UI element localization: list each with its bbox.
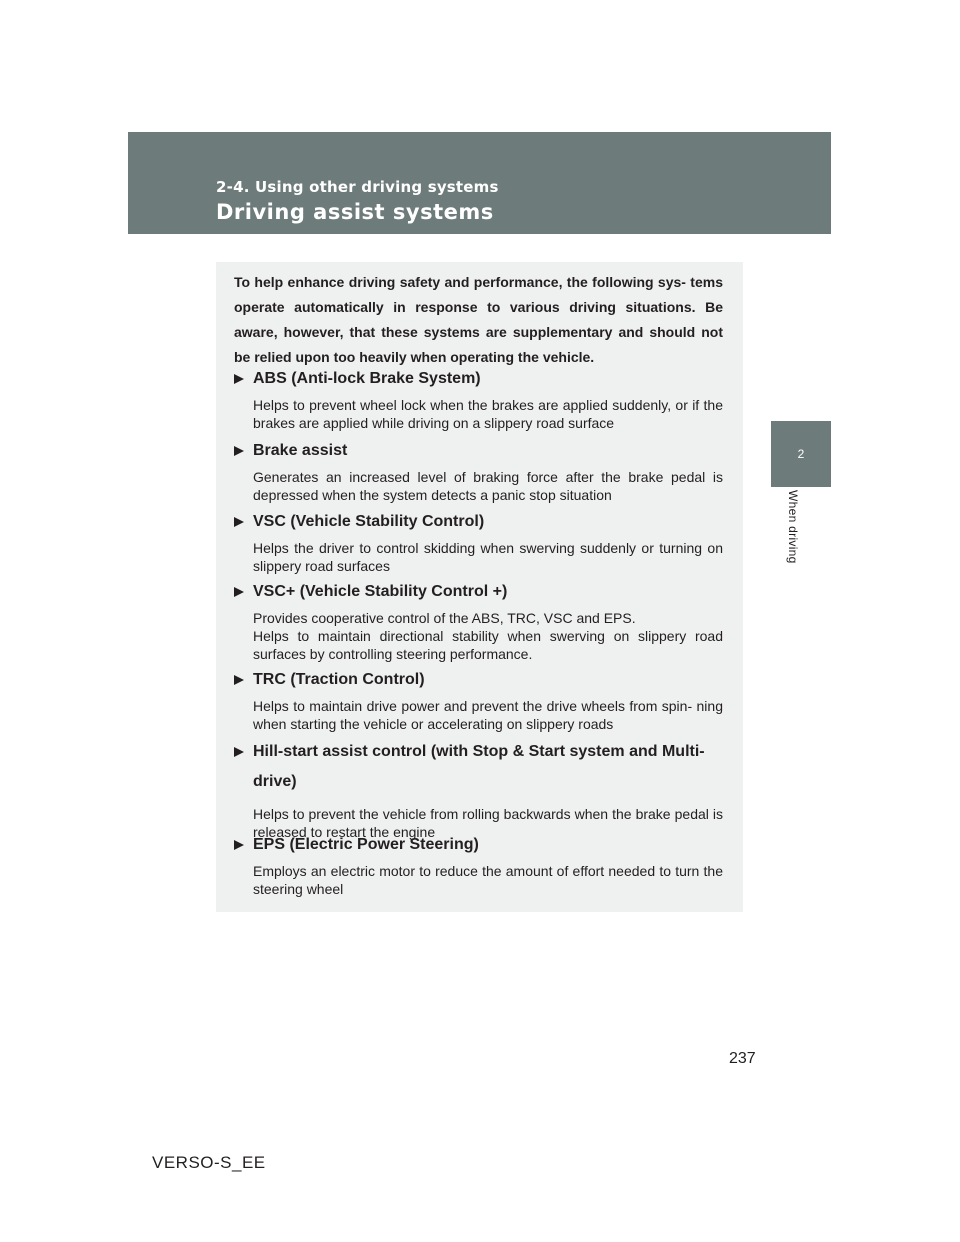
feature-trc	[234, 667, 723, 733]
intro-paragraph: To help enhance driving safety and performance, the following sys- tems operate automatically in response to various driving situations. Be aware, however, that these systems are supplementary and should not be relied upon too heavily when operating the vehicle.	[234, 274, 723, 365]
page-title: Driving assist systems	[216, 200, 494, 224]
feature-heading	[234, 667, 723, 693]
feature-abs	[234, 366, 723, 432]
model-code: VERSO-S_EE	[152, 1153, 266, 1172]
feature-description: Employs an electric motor to reduce the amount of effort needed to turn the steering wheel	[253, 863, 723, 897]
feature-description-line: Helps to maintain directional stability when swerving on slippery road surfaces by controlling steering performance.	[253, 628, 723, 662]
feature-description: Generates an increased level of braking force after the brake pedal is depressed when the system detects a panic stop situation	[253, 469, 723, 503]
feature-heading	[234, 579, 723, 605]
feature-heading	[234, 509, 723, 535]
feature-heading	[234, 438, 723, 464]
feature-title: VSC+ (Vehicle Stability Control +)	[253, 583, 508, 600]
triangle-bullet-icon	[234, 587, 244, 597]
triangle-bullet-icon	[234, 446, 244, 456]
content-box	[216, 262, 743, 912]
triangle-bullet-icon	[234, 747, 244, 757]
feature-vsc-plus	[234, 579, 723, 663]
feature-eps	[234, 832, 723, 898]
feature-title: Hill-start assist control (with Stop & Start system and Multi- drive)	[253, 743, 705, 790]
feature-title: EPS (Electric Power Steering)	[253, 836, 479, 853]
feature-title: VSC (Vehicle Stability Control)	[253, 513, 485, 530]
feature-description-line: Provides cooperative control of the ABS, TRC, VSC and EPS.	[253, 610, 636, 626]
feature-description: Helps to prevent the vehicle from rolling backwards when the brake pedal is released to restart the engine	[253, 806, 723, 840]
feature-heading	[234, 832, 723, 858]
chapter-label: When driving	[786, 490, 800, 564]
triangle-bullet-icon	[234, 675, 244, 685]
feature-brake-assist	[234, 438, 723, 504]
feature-description	[234, 609, 723, 663]
feature-vsc	[234, 509, 723, 575]
feature-hill-start-assist	[234, 737, 723, 841]
feature-title: TRC (Traction Control)	[253, 671, 425, 688]
chapter-tab	[771, 421, 831, 487]
feature-description: Helps the driver to control skidding when swerving suddenly or turning on slippery road surfaces	[253, 540, 723, 574]
feature-description: Helps to maintain drive power and prevent the drive wheels from spin- ning when starting the vehicle or accelerating on slippery roads	[253, 698, 723, 732]
feature-heading	[234, 366, 723, 392]
triangle-bullet-icon	[234, 517, 244, 527]
page-number: 237	[729, 1050, 756, 1067]
feature-title: ABS (Anti-lock Brake System)	[253, 370, 481, 387]
triangle-bullet-icon	[234, 840, 244, 850]
section-label: 2-4. Using other driving systems	[216, 178, 499, 196]
feature-title: Brake assist	[253, 442, 348, 459]
feature-description: Helps to prevent wheel lock when the brakes are applied suddenly, or if the brakes are applied while driving on a slippery road surface	[253, 397, 723, 431]
triangle-bullet-icon	[234, 374, 244, 384]
chapter-number: 2	[797, 447, 805, 461]
feature-heading	[234, 737, 723, 797]
